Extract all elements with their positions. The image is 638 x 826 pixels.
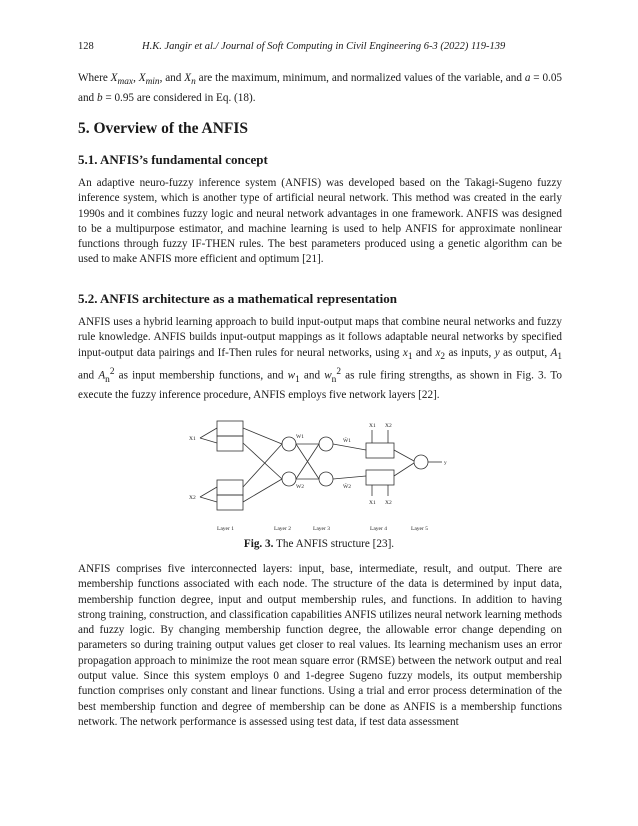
- layer-label-5: Layer 5: [411, 526, 428, 532]
- subsection-title-5-1: 5.1. ANFIS’s fundamental concept: [78, 152, 268, 167]
- label-wbar2: W̄2: [343, 484, 351, 490]
- label-x1-top: X1: [369, 423, 376, 429]
- journal-citation: H.K. Jangir et al./ Journal of Soft Computing in Civil Engineering 6-3 (2022) 119-139: [142, 41, 506, 52]
- label-x1-left: X1: [189, 436, 196, 442]
- label-x2-bottom: X2: [385, 500, 392, 506]
- figure-caption-text: The ANFIS structure [23].: [276, 538, 395, 550]
- section-title: 5. Overview of the ANFIS: [78, 120, 249, 137]
- layer-label-2: Layer 2: [274, 526, 291, 532]
- label-output-y: y: [444, 460, 447, 466]
- figure-caption-label: Fig. 3.: [243, 538, 274, 550]
- label-w1: W1: [296, 434, 304, 440]
- label-x2-left: X2: [189, 495, 196, 501]
- layer-label-4: Layer 4: [370, 526, 387, 532]
- subsection-title-5-2: 5.2. ANFIS architecture as a mathematical representation: [78, 291, 397, 306]
- label-x1-bottom: X1: [369, 500, 376, 506]
- paragraph-5-2: ANFIS uses a hybrid learning approach to build input-output maps that combine neural networks and fuzzy rule knowledge. ANFIS builds input-output mappings as it follows adaptable neural networks by specified input-output data pairings and If-Then rules for neural networks, using $x_1$ and $x_2$ as inputs, y as output, $A_1$ and $A_n^2$ as input membership functions, and $w_1$ and $w_n^2$ as rule firing strengths, as shown in Fig. 3. To execute the fuzzy inference procedure, ANFIS employs five network layers [22].: [78, 316, 563, 402]
- label-wbar1: W̄1: [343, 438, 351, 444]
- layer-label-3: Layer 3: [313, 526, 330, 532]
- anfis-structure-figure: [180, 418, 460, 538]
- label-x2-top: X2: [385, 423, 392, 429]
- intro-paragraph: Where $X_{max}$, $X_{min}$, and $X_n$ are the maximum, minimum, and normalized values of the variable, and a = 0.05 and b = 0.95 are considered in Eq. (18).: [78, 72, 563, 104]
- layer-label-1: Layer 1: [217, 526, 234, 532]
- figure-caption: [0, 538, 638, 550]
- paragraph-5-1: An adaptive neuro-fuzzy inference system (ANFIS) was developed based on the Takagi-Sugeno fuzzy inference system, which is another type of artificial neural network. This method was created in the early 1990s and it combines fuzzy logic and neural network advantages in one framework. ANFIS was designed to be a multipurpose estimator, and machine learning is used to help ANFIS for approximate nonlinear functions through fuzzy IF-THEN rules. The best parameters produced using a genetic algorithm can be used to make ANFIS more efficient and optimum [21].: [78, 177, 562, 266]
- label-w2: W2: [296, 484, 304, 490]
- page-number: 128: [78, 41, 94, 52]
- paragraph-post-figure: ANFIS comprises five interconnected layers: input, base, intermediate, result, and output. There are membership functions associated with each node. The structure of the data is determined by input data, membership function degree, input and output membership rules, and functions. In addition to having strong training, construction, and classification capabilities ANFIS utilizes neural network learning methods and fuzzy logic. By changing membership function degree, the allowable error change depending on parameters so during training output values get closer to real values. Its learning mechanism uses an error propagation approach to minimize the root mean square error (RMSE) between the network output and real output value. Since this system employs 0 and 1-degree Sugeno fuzzy models, its output membership function comprises only constant and linear functions. Using a trial and error process determination of the best membership function and degree of membership can be done as ANFIS is a membership functions network. The network performance is assessed using test data, if test data assessment: [78, 563, 562, 728]
